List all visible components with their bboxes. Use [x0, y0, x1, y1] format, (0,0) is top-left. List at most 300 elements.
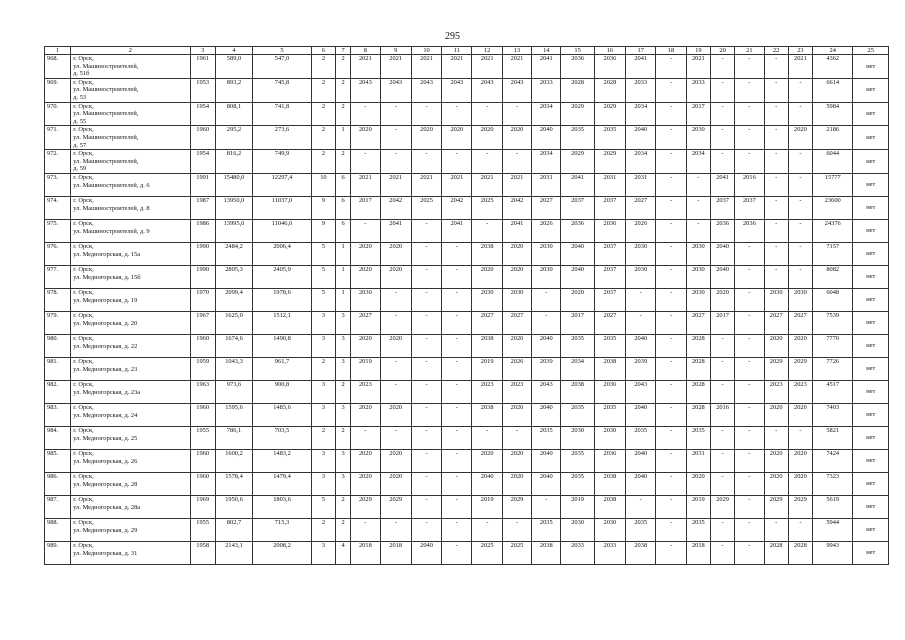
- table-cell: 2017: [686, 102, 710, 126]
- table-cell: -: [411, 472, 441, 495]
- table-cell: 1483,6: [253, 403, 312, 426]
- table-cell: -: [532, 495, 561, 518]
- table-cell: 2021: [411, 55, 441, 79]
- table-cell: -: [626, 288, 656, 311]
- table-cell: -: [788, 219, 812, 242]
- table-cell: -: [710, 380, 734, 403]
- table-cell: нет: [853, 426, 889, 449]
- table-cell: 2017: [561, 311, 594, 334]
- table-row: [45, 150, 889, 174]
- table-cell: 2021: [502, 55, 531, 79]
- table-cell: -: [442, 472, 472, 495]
- table-cell: 2027: [351, 311, 380, 334]
- table-cell: 2028: [594, 78, 625, 102]
- table-cell: 2038: [472, 334, 502, 357]
- table-cell: 2020: [561, 288, 594, 311]
- table-cell: 2042: [442, 196, 472, 219]
- table-cell: 1483,2: [253, 449, 312, 472]
- table-row: [45, 265, 889, 288]
- table-cell: 2043: [472, 78, 502, 102]
- table-cell: -: [656, 380, 686, 403]
- table-cell: -: [656, 357, 686, 380]
- table-cell: 2043: [626, 380, 656, 403]
- table-cell: 2: [311, 78, 335, 102]
- table-cell: 2030: [532, 265, 561, 288]
- table-cell: 900,8: [253, 380, 312, 403]
- table-cell: -: [442, 380, 472, 403]
- table-cell: -: [502, 518, 531, 541]
- table-cell: 2040: [626, 449, 656, 472]
- table-cell: 2020: [472, 449, 502, 472]
- table-cell: 2: [311, 102, 335, 126]
- table-cell: 2020: [686, 472, 710, 495]
- table-cell: 2029: [594, 150, 625, 174]
- table-cell: 1625,0: [215, 311, 252, 334]
- table-cell: нет: [853, 55, 889, 79]
- table-cell: 2028: [788, 541, 812, 564]
- table-cell: 2033: [594, 541, 625, 564]
- table-cell: -: [411, 288, 441, 311]
- table-cell: 741,8: [253, 102, 312, 126]
- table-cell: 1970: [190, 288, 215, 311]
- table-cell: 2021: [351, 55, 380, 79]
- table-cell: -: [442, 449, 472, 472]
- table-cell: 5619: [813, 495, 853, 518]
- table-cell: -: [656, 403, 686, 426]
- table-cell: 2023: [351, 380, 380, 403]
- table-cell: 2018: [351, 541, 380, 564]
- table-cell: -: [411, 403, 441, 426]
- table-cell: 1479,4: [253, 472, 312, 495]
- table-cell: 2: [336, 518, 351, 541]
- row-number: 985.: [45, 449, 71, 472]
- table-cell: 2: [311, 518, 335, 541]
- column-number: 5: [253, 47, 312, 55]
- table-cell: -: [764, 78, 788, 102]
- table-cell: 2037: [710, 196, 734, 219]
- table-cell: 2029: [788, 495, 812, 518]
- table-cell: -: [656, 102, 686, 126]
- table-cell: -: [656, 55, 686, 79]
- table-cell: -: [788, 102, 812, 126]
- address-cell: г. Орск, ул. Медногорская, д. 23: [71, 357, 190, 380]
- table-cell: 3: [336, 311, 351, 334]
- address-cell: г. Орск, ул. Медногорская, д. 28а: [71, 495, 190, 518]
- table-cell: 2: [336, 78, 351, 102]
- row-number: 986.: [45, 472, 71, 495]
- row-number: 970.: [45, 102, 71, 126]
- table-cell: 2: [336, 495, 351, 518]
- table-cell: 2042: [502, 196, 531, 219]
- column-number: 14: [532, 47, 561, 55]
- table-cell: 2028: [686, 334, 710, 357]
- table-cell: -: [686, 196, 710, 219]
- table-cell: -: [764, 426, 788, 449]
- table-cell: 2: [311, 126, 335, 150]
- table-cell: 1953: [190, 78, 215, 102]
- table-cell: -: [764, 102, 788, 126]
- table-cell: 2: [336, 380, 351, 403]
- table-cell: 2038: [532, 541, 561, 564]
- table-cell: 2031: [626, 173, 656, 196]
- table-cell: 5: [311, 265, 335, 288]
- table-cell: нет: [853, 265, 889, 288]
- table-cell: -: [380, 126, 411, 150]
- table-cell: 2029: [764, 495, 788, 518]
- table-cell: 2143,1: [215, 541, 252, 564]
- table-cell: -: [710, 55, 734, 79]
- table-cell: 1954: [190, 150, 215, 174]
- table-cell: 2043: [351, 78, 380, 102]
- table-cell: 2099,4: [215, 288, 252, 311]
- table-cell: 2036: [561, 219, 594, 242]
- table-cell: нет: [853, 449, 889, 472]
- table-row: [45, 495, 889, 518]
- row-number: 968.: [45, 55, 71, 79]
- table-cell: 2: [336, 150, 351, 174]
- table-cell: -: [442, 150, 472, 174]
- table-cell: 2805,3: [215, 265, 252, 288]
- table-cell: 1987: [190, 196, 215, 219]
- table-cell: 1961: [190, 55, 215, 79]
- column-number: 16: [594, 47, 625, 55]
- table-cell: -: [442, 426, 472, 449]
- table-cell: 2020: [502, 334, 531, 357]
- row-number: 972.: [45, 150, 71, 174]
- table-cell: -: [656, 126, 686, 150]
- table-cell: -: [686, 219, 710, 242]
- table-cell: 7726: [813, 357, 853, 380]
- table-cell: 1959: [190, 357, 215, 380]
- table-cell: 2030: [532, 242, 561, 265]
- table-cell: 2018: [380, 541, 411, 564]
- table-cell: 2042: [380, 196, 411, 219]
- address-cell: г. Орск, ул. Медногорская, д. 23а: [71, 380, 190, 403]
- table-cell: 2037: [594, 265, 625, 288]
- table-cell: 2029: [561, 102, 594, 126]
- table-cell: 2025: [472, 196, 502, 219]
- table-cell: 2020: [380, 334, 411, 357]
- table-cell: 6044: [813, 150, 853, 174]
- row-number: 982.: [45, 380, 71, 403]
- row-number: 979.: [45, 311, 71, 334]
- table-cell: -: [502, 102, 531, 126]
- table-cell: нет: [853, 78, 889, 102]
- table-cell: 2034: [532, 102, 561, 126]
- column-number: 23: [788, 47, 812, 55]
- address-cell: г. Орск, ул. Машиностроителей, д. 53: [71, 78, 190, 102]
- table-cell: -: [710, 126, 734, 150]
- table-cell: 2033: [532, 78, 561, 102]
- table-cell: -: [735, 472, 764, 495]
- table-cell: нет: [853, 288, 889, 311]
- column-number: 1: [45, 47, 71, 55]
- table-row: [45, 102, 889, 126]
- table-row: [45, 449, 889, 472]
- table-cell: 1960: [190, 403, 215, 426]
- table-cell: -: [411, 265, 441, 288]
- table-cell: 2043: [411, 78, 441, 102]
- table-cell: 2027: [764, 311, 788, 334]
- table-cell: 2: [336, 102, 351, 126]
- table-cell: 3: [311, 541, 335, 564]
- table-cell: -: [656, 219, 686, 242]
- table-cell: 2030: [561, 518, 594, 541]
- table-cell: 2035: [532, 426, 561, 449]
- table-cell: -: [411, 311, 441, 334]
- table-cell: -: [532, 311, 561, 334]
- table-cell: 1: [336, 126, 351, 150]
- table-cell: нет: [853, 219, 889, 242]
- table-cell: -: [380, 102, 411, 126]
- table-cell: -: [656, 242, 686, 265]
- table-cell: 2035: [626, 518, 656, 541]
- table-cell: 2035: [594, 126, 625, 150]
- table-cell: 2040: [626, 472, 656, 495]
- table-cell: 2039: [532, 357, 561, 380]
- table-cell: -: [380, 288, 411, 311]
- table-cell: 23600: [813, 196, 853, 219]
- table-cell: 3: [336, 472, 351, 495]
- table-cell: -: [656, 311, 686, 334]
- table-cell: -: [788, 78, 812, 102]
- row-number: 973.: [45, 173, 71, 196]
- table-cell: 2023: [502, 380, 531, 403]
- table-cell: 3: [311, 472, 335, 495]
- table-cell: нет: [853, 357, 889, 380]
- table-cell: 2020: [764, 449, 788, 472]
- table-cell: 2035: [561, 449, 594, 472]
- table-cell: -: [735, 426, 764, 449]
- table-cell: 2006,4: [253, 242, 312, 265]
- table-cell: 12297,4: [253, 173, 312, 196]
- table-cell: 3: [336, 449, 351, 472]
- table-cell: 2037: [735, 196, 764, 219]
- row-number: 980.: [45, 334, 71, 357]
- table-cell: -: [735, 126, 764, 150]
- table-cell: 2020: [380, 403, 411, 426]
- table-cell: -: [380, 311, 411, 334]
- table-cell: 15777: [813, 173, 853, 196]
- table-cell: -: [626, 311, 656, 334]
- table-cell: 3: [336, 403, 351, 426]
- table-cell: 2021: [502, 173, 531, 196]
- table-row: [45, 403, 889, 426]
- table-cell: 8082: [813, 265, 853, 288]
- table-cell: нет: [853, 150, 889, 174]
- table-cell: 6614: [813, 78, 853, 102]
- table-cell: 2040: [561, 265, 594, 288]
- table-cell: 2020: [351, 472, 380, 495]
- table-cell: -: [735, 403, 764, 426]
- table-cell: 2034: [626, 102, 656, 126]
- table-cell: -: [442, 541, 472, 564]
- table-cell: 2029: [561, 150, 594, 174]
- table-cell: нет: [853, 518, 889, 541]
- table-cell: 2030: [626, 265, 656, 288]
- table-cell: 4: [336, 541, 351, 564]
- table-cell: нет: [853, 495, 889, 518]
- table-cell: 2020: [380, 265, 411, 288]
- table-cell: -: [764, 518, 788, 541]
- table-cell: -: [351, 219, 380, 242]
- table-cell: 6: [336, 196, 351, 219]
- table-cell: 2020: [502, 265, 531, 288]
- table-cell: 295,2: [215, 126, 252, 150]
- table-cell: 1512,1: [253, 311, 312, 334]
- address-cell: г. Орск, ул. Машиностроителей, д. 51б: [71, 55, 190, 79]
- table-cell: -: [380, 518, 411, 541]
- table-cell: 2035: [626, 426, 656, 449]
- row-number: 976.: [45, 242, 71, 265]
- row-number: 971.: [45, 126, 71, 150]
- table-cell: -: [472, 102, 502, 126]
- table-cell: 2031: [686, 449, 710, 472]
- table-cell: 2020: [788, 403, 812, 426]
- table-cell: 1954: [190, 102, 215, 126]
- table-row: [45, 288, 889, 311]
- table-cell: 2035: [532, 518, 561, 541]
- table-cell: -: [472, 219, 502, 242]
- table-cell: 2040: [532, 334, 561, 357]
- table-cell: 2034: [686, 150, 710, 174]
- table-cell: 3: [311, 334, 335, 357]
- table-cell: 11037,0: [253, 196, 312, 219]
- table-row: [45, 173, 889, 196]
- table-cell: -: [442, 518, 472, 541]
- table-cell: 7323: [813, 472, 853, 495]
- table-row: [45, 334, 889, 357]
- table-cell: -: [710, 472, 734, 495]
- table-cell: -: [411, 219, 441, 242]
- table-row: [45, 518, 889, 541]
- table-cell: 1: [336, 265, 351, 288]
- table-cell: 2030: [686, 288, 710, 311]
- column-number: 9: [380, 47, 411, 55]
- table-cell: 13995,0: [215, 219, 252, 242]
- row-number: 978.: [45, 288, 71, 311]
- table-cell: -: [735, 449, 764, 472]
- column-number: 24: [813, 47, 853, 55]
- table-cell: 2038: [594, 495, 625, 518]
- table-cell: 7424: [813, 449, 853, 472]
- page-number: 295: [445, 31, 460, 42]
- address-cell: г. Орск, ул. Медногорская, д. 15б: [71, 265, 190, 288]
- table-cell: -: [442, 495, 472, 518]
- address-cell: г. Орск, ул. Медногорская, д. 22: [71, 334, 190, 357]
- table-cell: 2028: [686, 380, 710, 403]
- table-cell: 2020: [472, 265, 502, 288]
- table-cell: -: [735, 102, 764, 126]
- table-cell: -: [710, 541, 734, 564]
- table-cell: 2027: [626, 196, 656, 219]
- table-cell: -: [442, 265, 472, 288]
- table-cell: -: [656, 495, 686, 518]
- table-cell: 2029: [764, 357, 788, 380]
- table-cell: 1958: [190, 541, 215, 564]
- table-cell: 2020: [788, 472, 812, 495]
- table-cell: 2038: [472, 403, 502, 426]
- table-cell: 2041: [561, 173, 594, 196]
- address-cell: г. Орск, ул. Медногорская, д. 15а: [71, 242, 190, 265]
- table-cell: 1043,3: [215, 357, 252, 380]
- table-cell: 2: [336, 426, 351, 449]
- table-cell: 2038: [594, 472, 625, 495]
- row-number: 987.: [45, 495, 71, 518]
- table-cell: 2008,2: [253, 541, 312, 564]
- table-cell: 2037: [594, 288, 625, 311]
- table-cell: 2020: [502, 449, 531, 472]
- column-number: 4: [215, 47, 252, 55]
- table-cell: 1963: [190, 380, 215, 403]
- table-cell: 2: [311, 55, 335, 79]
- table-row: [45, 219, 889, 242]
- table-cell: 2019: [686, 495, 710, 518]
- table-cell: 2018: [686, 541, 710, 564]
- table-cell: -: [656, 541, 686, 564]
- table-cell: 3: [336, 334, 351, 357]
- table-cell: 2023: [788, 380, 812, 403]
- table-cell: -: [735, 541, 764, 564]
- table-cell: -: [411, 380, 441, 403]
- table-cell: 2025: [502, 541, 531, 564]
- table-cell: 2036: [710, 219, 734, 242]
- table-cell: 2036: [594, 449, 625, 472]
- table-cell: 2028: [561, 78, 594, 102]
- table-cell: -: [472, 426, 502, 449]
- table-cell: -: [656, 196, 686, 219]
- table-cell: 2020: [788, 126, 812, 150]
- table-cell: 2030: [472, 288, 502, 311]
- column-number: 17: [626, 47, 656, 55]
- address-cell: г. Орск, ул. Машиностроителей, д. 8: [71, 196, 190, 219]
- table-cell: -: [735, 334, 764, 357]
- table-cell: 1490,8: [253, 334, 312, 357]
- table-row: [45, 126, 889, 150]
- table-cell: -: [442, 403, 472, 426]
- table-cell: 2038: [626, 541, 656, 564]
- table-cell: 2020: [764, 403, 788, 426]
- table-cell: 2020: [502, 126, 531, 150]
- table-cell: -: [411, 357, 441, 380]
- table-cell: -: [656, 426, 686, 449]
- table-cell: 2038: [472, 242, 502, 265]
- table-cell: -: [710, 78, 734, 102]
- table-cell: 3: [311, 403, 335, 426]
- table-cell: 1960: [190, 449, 215, 472]
- table-cell: -: [764, 265, 788, 288]
- column-number: 25: [853, 47, 889, 55]
- table-cell: 4362: [813, 55, 853, 79]
- table-cell: 2041: [626, 55, 656, 79]
- address-cell: г. Орск, ул. Медногорская, д. 29: [71, 518, 190, 541]
- header-row: [45, 47, 889, 55]
- table-cell: 2036: [735, 219, 764, 242]
- table-cell: 6: [336, 219, 351, 242]
- table-cell: 2034: [561, 357, 594, 380]
- table-cell: 2035: [686, 426, 710, 449]
- table-cell: 2021: [411, 173, 441, 196]
- table-cell: 2: [311, 426, 335, 449]
- table-cell: 1991: [190, 173, 215, 196]
- table-cell: 1960: [190, 472, 215, 495]
- table-row: [45, 78, 889, 102]
- table-cell: 2028: [686, 357, 710, 380]
- table-cell: 2020: [710, 288, 734, 311]
- table-cell: -: [656, 265, 686, 288]
- table-cell: -: [656, 472, 686, 495]
- table-cell: 2021: [380, 55, 411, 79]
